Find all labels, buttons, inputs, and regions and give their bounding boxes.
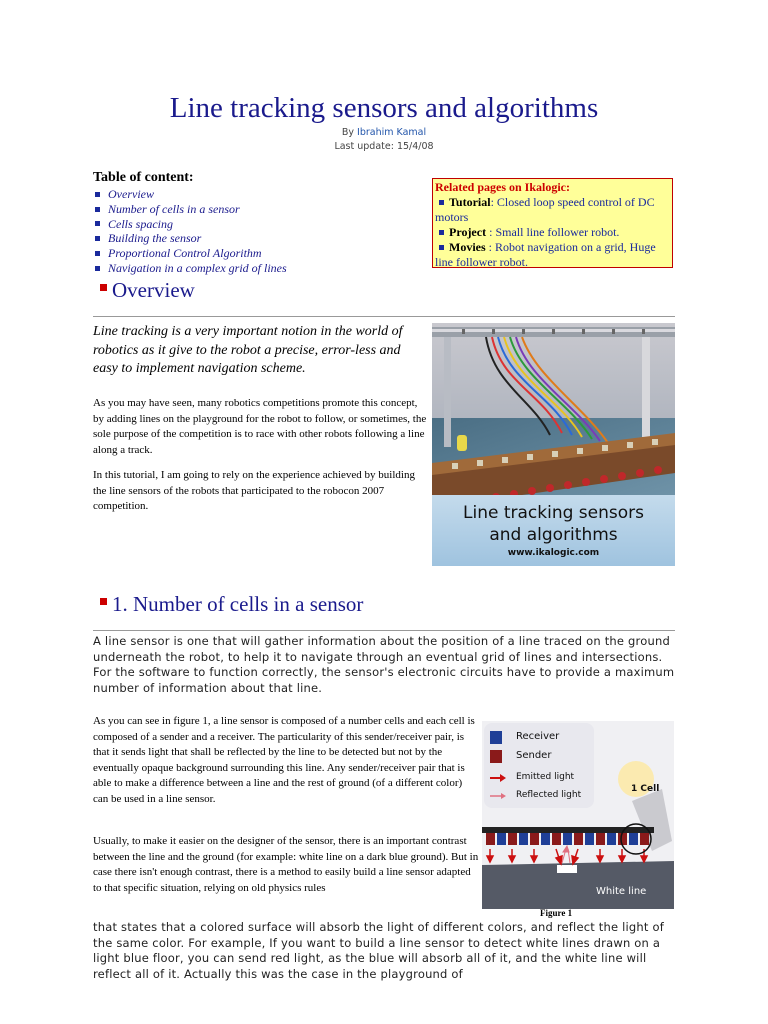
section-bullet-icon — [100, 598, 107, 605]
page-title: Line tracking sensors and algorithms — [169, 92, 599, 124]
figure-1 — [482, 721, 674, 909]
divider — [93, 630, 675, 631]
bullet-icon — [439, 245, 444, 250]
related-item-project: Project : Small line follower robot. — [435, 225, 670, 240]
bullet-icon — [95, 221, 100, 226]
overview-paragraph-1: As you may have seen, many robotics competitions promote this concept, by adding lines on the playground for the robot to follow, or sometimes, the sole purpose of the competition is to race with other robots following a line along a track. — [93, 397, 427, 456]
last-update: Last update: 15/4/08 — [334, 141, 434, 152]
cell-label: 1 Cell — [631, 784, 660, 794]
toc-title: Table of content: — [93, 170, 194, 185]
section-1-paragraph-3: that states that a colored surface will absorb the light of different colors, and reflect the light of the same color. For example, If you want to build a line sensor to detect white lines drawn on a light blue floor, you can send red light, as the blue will absorb all of it, and the white line will reflect all of it. Actually this was the case in the playground of — [93, 920, 664, 981]
legend-receiver: Receiver — [516, 731, 560, 742]
byline — [0, 127, 768, 138]
overview-photo — [432, 323, 675, 566]
section-1-heading: 1. Number of cells in a sensor — [100, 592, 363, 617]
toc-item-navigation-grid[interactable]: Navigation in a complex grid of lines — [95, 261, 287, 276]
toc-item-cells-spacing[interactable]: Cells spacing — [95, 217, 287, 232]
bullet-icon — [95, 236, 100, 241]
legend-emitted: Emitted light — [516, 772, 575, 782]
toc-item-proportional-control[interactable]: Proportional Control Algorithm — [95, 246, 287, 261]
bullet-icon — [95, 207, 100, 212]
legend-sender: Sender — [516, 750, 552, 761]
divider — [93, 316, 675, 317]
bullet-icon — [439, 230, 444, 235]
section-1-paragraph-2: Usually, to make it easier on the designer of the sensor, there is an important contrast between the line and the ground (for example: white line on a dark blue ground). But in case there isn't enough contrast, there is a method to easily build a line sensor adapted to that specific situation, relying on old physics rules — [93, 835, 479, 894]
section-bullet-icon — [100, 284, 107, 291]
toc-item-overview[interactable]: Overview — [95, 187, 287, 202]
bullet-icon — [95, 266, 100, 271]
related-link-project[interactable]: Small line follower robot. — [495, 225, 620, 239]
white-line-label: White line — [596, 886, 647, 897]
toc-item-building-sensor[interactable]: Building the sensor — [95, 231, 287, 246]
photo-caption: Line tracking sensors and algorithms www.ikalogic.com — [463, 503, 644, 558]
related-link-tutorial[interactable]: Closed loop speed control of DC motors — [435, 195, 655, 224]
related-title: Related pages on Ikalogic: — [435, 180, 570, 194]
section-1-intro: A line sensor is one that will gather information about the position of a line traced on the ground underneath the robot, to help it to navigate through an eventual grid of lines and intersections. For the software to function correctly, the sensor's electronic circuits have to provide a maximum number of information about that line. — [93, 634, 675, 695]
related-item-tutorial: Tutorial: Closed loop speed control of DC motors — [435, 195, 655, 224]
toc-item-number-of-cells[interactable]: Number of cells in a sensor — [95, 202, 287, 217]
author-link[interactable]: Ibrahim Kamal — [357, 127, 427, 138]
section-1-paragraph-1: As you can see in figure 1, a line sensor is composed of a number cells and each cell is composed of a sender and a receiver. The particularity of this sender/receiver pair, is that it sends light that shall be reflected by the line to be detected but not by the eventually opaque background surrounding this line. Any sender/receiver pair that is able to make a difference between a line and the rest of ground (of a different color) can be used in a line sensor. — [93, 715, 475, 805]
related-link-movies[interactable]: Robot navigation on a grid, Huge line follower robot. — [435, 240, 656, 269]
overview-paragraph-2: In this tutorial, I am going to rely on the experience achieved by building the line sensors of the robots that participated to the robocon 2007 competition. — [93, 469, 415, 512]
line-sensor-diagram — [482, 721, 674, 909]
legend-reflected: Reflected light — [516, 790, 582, 800]
overview-lead: Line tracking is a very important notion in the world of robotics as it give to the robot a precise, error-less and easy to implement navigation scheme. — [93, 324, 403, 376]
bullet-icon — [439, 200, 444, 205]
related-item-movies: Movies : Robot navigation on a grid, Huge line follower robot. — [435, 240, 656, 269]
related-pages-box — [432, 178, 673, 268]
figure-caption: Figure 1 — [540, 908, 573, 918]
bullet-icon — [95, 192, 100, 197]
overview-heading: Overview — [100, 278, 195, 303]
by-prefix: By — [341, 127, 354, 138]
bullet-icon — [95, 251, 100, 256]
toc-list — [95, 187, 287, 276]
